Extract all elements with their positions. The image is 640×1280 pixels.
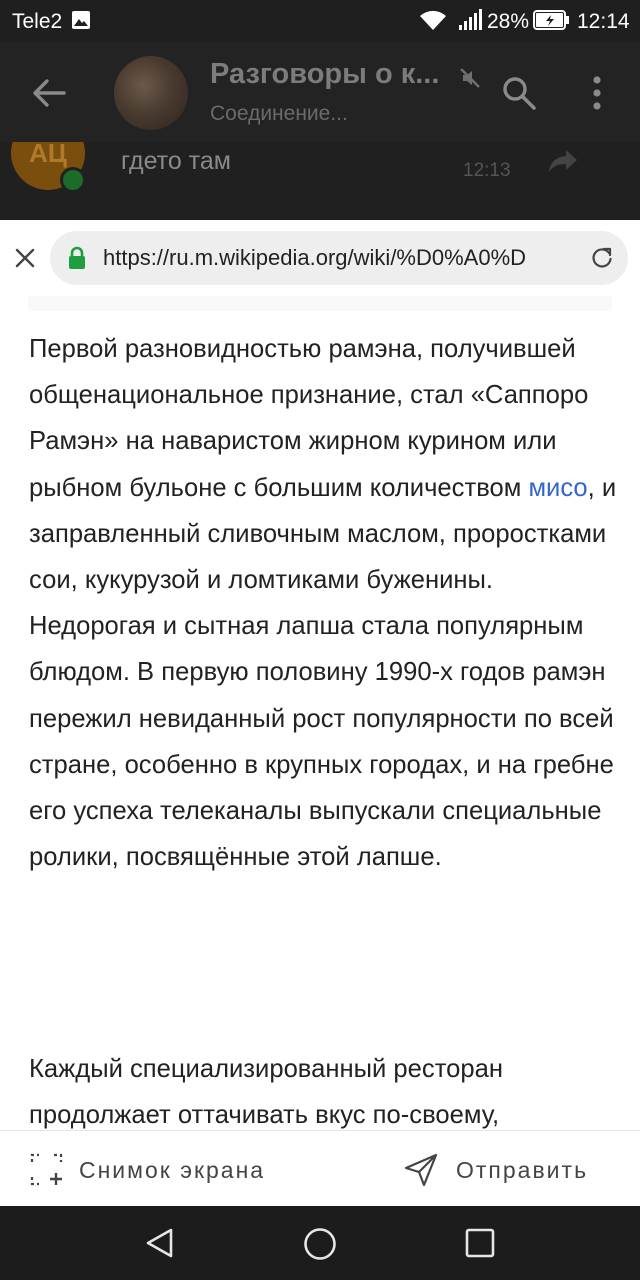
search-icon[interactable]: [502, 76, 536, 110]
mute-icon: [459, 67, 481, 89]
url-bar[interactable]: [50, 231, 628, 285]
carrier-name: Tele2: [12, 10, 63, 33]
article-paragraph: [29, 326, 619, 880]
article-paragraph: Каждый специализированный ресторан продолжает оттачивать вкус по-своему,: [29, 1055, 503, 1130]
chat-title[interactable]: Разговоры о к...: [210, 58, 440, 90]
screenshot-icon: [30, 1153, 64, 1187]
chat-header: [0, 42, 640, 142]
chat-subtitle: Соединение...: [210, 102, 348, 125]
online-indicator: [60, 167, 86, 193]
status-bar: [0, 0, 640, 42]
signal-icon: [458, 9, 482, 31]
message-time: 12:13: [463, 160, 511, 181]
action-bar: [0, 1130, 640, 1207]
battery-icon: [533, 10, 569, 30]
url-text[interactable]: https://ru.m.wikipedia.org/wiki/%D0%A0%D: [103, 245, 527, 270]
system-nav-bar: [0, 1206, 640, 1280]
wifi-icon: [419, 8, 447, 32]
article-content[interactable]: [0, 296, 640, 1130]
nav-recents-icon[interactable]: [465, 1228, 495, 1258]
miso-link[interactable]: мисо: [528, 473, 588, 502]
chat-message: [0, 142, 640, 220]
battery-percent: 28%: [487, 10, 530, 33]
browser-toolbar: [0, 220, 640, 296]
reload-icon[interactable]: [591, 247, 613, 269]
message-text: гдето там: [121, 147, 231, 175]
lock-icon: [67, 246, 87, 270]
nav-home-icon[interactable]: [303, 1227, 337, 1261]
gallery-icon: [71, 10, 91, 30]
message-avatar[interactable]: АЦ: [11, 142, 85, 190]
back-arrow-icon[interactable]: [32, 78, 66, 108]
screenshot-label: Снимок экрана: [79, 1157, 266, 1183]
info-box-edge: [28, 296, 612, 311]
send-icon: [404, 1153, 438, 1187]
paragraph-text: Первой разновидностью рамэна, получившей общенациональное признание, стал «Саппоро Рамэн» на наваристом жирном курином или рыбном бульоне с большим количеством: [29, 335, 589, 502]
chat-avatar[interactable]: [114, 56, 188, 130]
paragraph-text: , и заправленный сливочным маслом, проростками сои, кукурузой и ломтиками буженины. Недорогая и сытная лапша стала популярным блюдом. В первую половину 1990-х годов рамэн пережил невиданный рост популярности по всей стране, особенно в крупных городах, и на гребне его успеха телеканалы выпускали специальные ролики, посвящённые этой лапше.: [29, 473, 617, 872]
nav-back-icon[interactable]: [144, 1227, 176, 1259]
clock: 12:14: [577, 10, 630, 33]
send-label: Отправить: [456, 1157, 589, 1183]
more-vertical-icon[interactable]: [592, 76, 602, 110]
share-icon[interactable]: [548, 148, 578, 174]
close-icon[interactable]: [14, 247, 36, 269]
